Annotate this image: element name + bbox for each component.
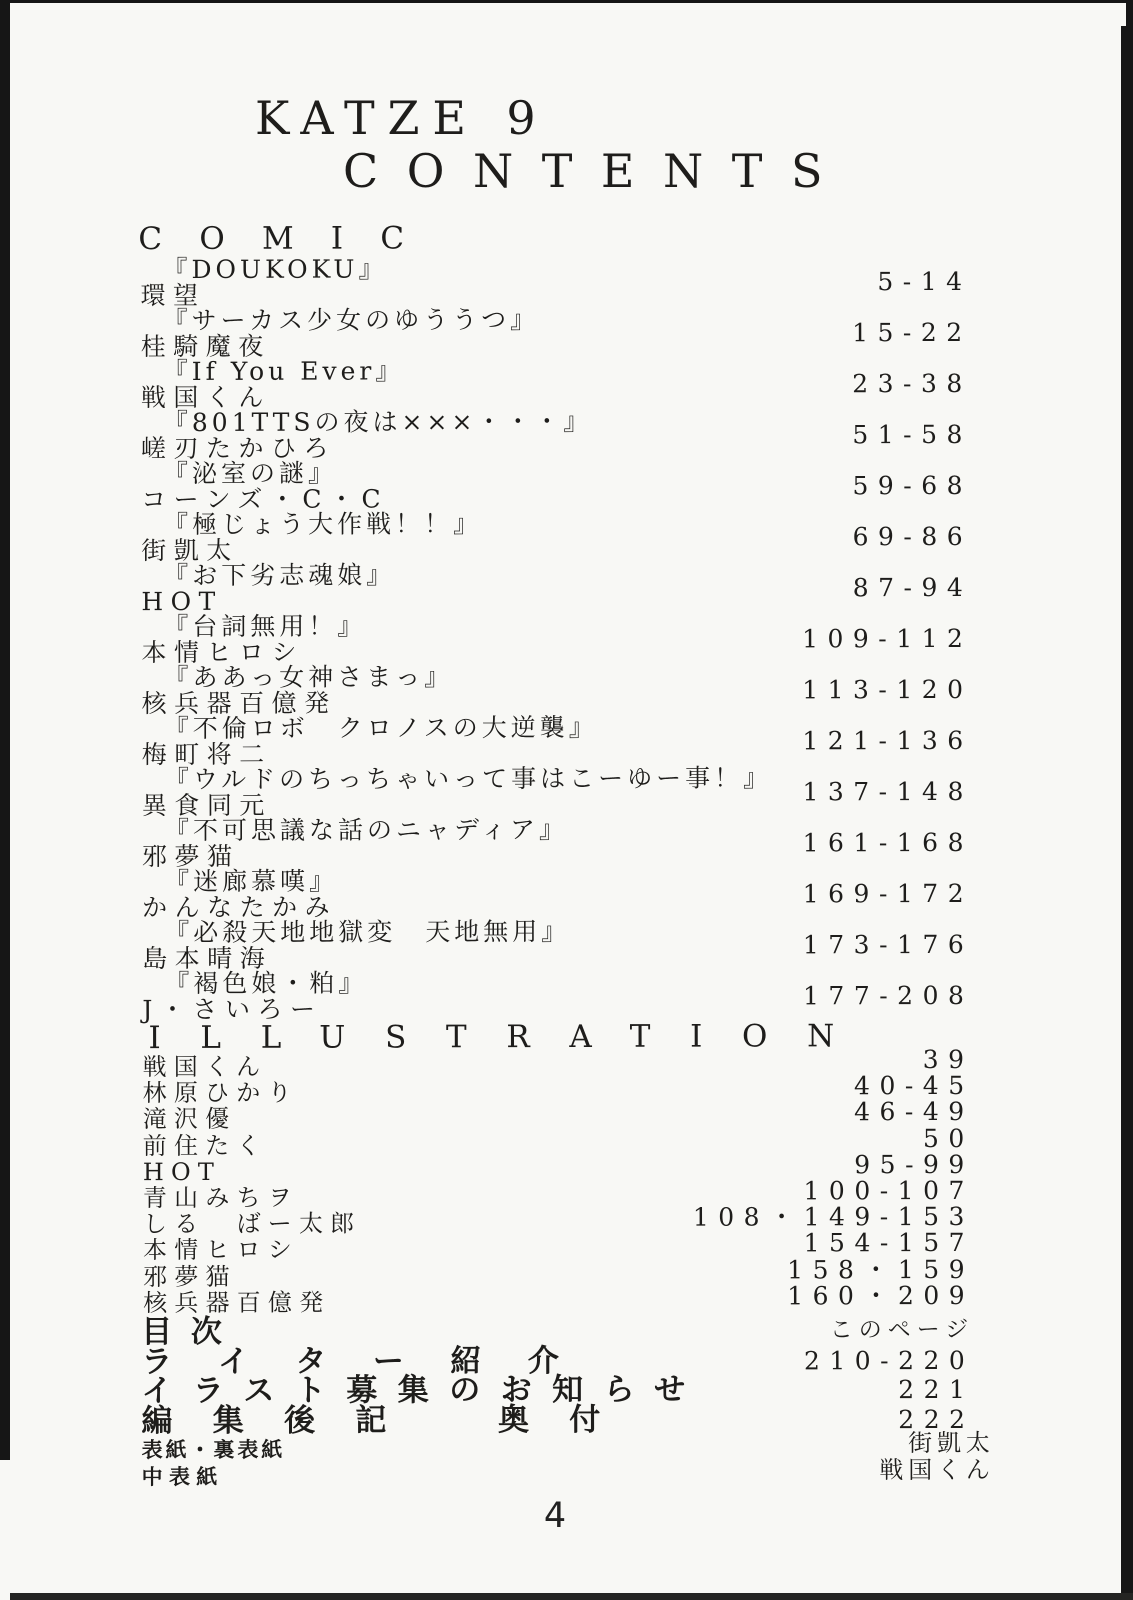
entry-pages: 51-58 [852, 419, 972, 449]
entry-pages: 59-68 [852, 470, 973, 500]
entry-author: 島本晴海 [142, 943, 273, 973]
toc-entry [140, 867, 973, 920]
entry-author: 滝沢優 [142, 1105, 237, 1134]
scan-border-bottom [10, 1593, 1133, 1600]
toc-entry [140, 918, 973, 971]
entry-author: しる ばー太郎 [142, 1209, 362, 1239]
entry-pages: 173-176 [802, 929, 974, 959]
entry-pages: 23-38 [852, 368, 972, 398]
entry-pages: 100-107 [803, 1175, 974, 1206]
toc-entry [140, 969, 973, 1022]
comic-section-heading: COMIC [138, 220, 442, 258]
entry-pages: 95-99 [854, 1149, 974, 1180]
entry-author: 邪夢猫 [143, 1262, 237, 1291]
illustration-row [141, 1280, 975, 1317]
entry-author: 異食同元 [141, 790, 272, 820]
entry-author: 邪夢猫 [141, 841, 240, 871]
toc-entry [139, 357, 972, 410]
entry-title: 『サーカス少女のゆううつ』 [162, 305, 540, 336]
entry-author: 本情ヒロシ [141, 637, 305, 667]
entry-author: HOT [141, 586, 223, 616]
entry-pages: 161-168 [802, 827, 974, 857]
footer-credit: 戦国くん [879, 1455, 995, 1485]
entry-author: 本情ヒロシ [142, 1236, 300, 1265]
entry-author: HOT [142, 1157, 222, 1186]
entry-title: 『801TTSの夜は×××・・・』 [162, 406, 593, 438]
footer-label: 表紙・裏表紙 [141, 1436, 286, 1463]
entry-pages: 87-94 [852, 572, 973, 602]
entry-title: 『DOUKOKU』 [162, 254, 388, 285]
page-number: 4 [543, 1496, 567, 1536]
illustration-row [141, 1123, 974, 1160]
toc-entry [140, 765, 973, 818]
toc-entry [139, 561, 972, 614]
footer-rows [141, 1313, 995, 1490]
entry-author: 嵯刃たかひろ [140, 433, 336, 463]
entry-pages: 15-22 [852, 317, 972, 347]
illustration-section-heading: ILLUSTRATION [148, 1018, 874, 1057]
entry-title: 『褐色娘・粕』 [164, 968, 368, 999]
entry-title: 『ああっ女神さまっ』 [163, 662, 454, 693]
entry-author: 前住たく [142, 1131, 268, 1160]
toc-entry [138, 255, 971, 308]
entry-pages: 121-136 [802, 725, 973, 755]
footer-value: 221 [898, 1374, 975, 1405]
entry-pages: 158・159 [787, 1254, 975, 1285]
entry-pages: 108・149-153 [692, 1202, 974, 1232]
entry-author: 核兵器百億発 [141, 688, 337, 718]
entry-title: 『台詞無用！』 [163, 611, 367, 642]
title-line-contents: CONTENTS [343, 144, 852, 198]
entry-pages: 50 [922, 1123, 974, 1153]
scan-border-left [0, 0, 10, 1460]
footer-value: このページ [829, 1316, 975, 1344]
entry-author: 核兵器百億発 [143, 1288, 331, 1317]
entry-author: コーンズ・C・C [141, 483, 389, 514]
entry-author: 戦国くん [140, 382, 271, 412]
entry-title: 『泌室の謎』 [162, 458, 338, 489]
footer-row [141, 1428, 995, 1463]
footer-label: 編集後記 奥付 [141, 1401, 641, 1439]
page-title [255, 92, 851, 198]
entry-author: 戦国くん [142, 1052, 268, 1082]
entry-title: 『If You Ever』 [162, 356, 405, 387]
toc-entry [139, 612, 972, 665]
entry-pages: 113-120 [802, 674, 973, 704]
entry-pages: 177-208 [802, 980, 974, 1010]
scan-border-top [0, 0, 1133, 3]
toc-entry [140, 714, 973, 767]
entry-title: 『極じょう大作戦！！』 [163, 509, 483, 540]
entry-pages: 39 [922, 1044, 974, 1075]
entry-title: 『迷廊慕嘆』 [164, 866, 339, 897]
footer-value: 222 [898, 1404, 975, 1434]
entry-author: 桂騎魔夜 [140, 331, 271, 361]
entry-pages: 154-157 [803, 1228, 975, 1258]
entry-author: かんなたかみ [142, 892, 338, 922]
footer-label: イラスト募集のお知らせ [141, 1371, 706, 1410]
scan-border-right-corner [1126, 0, 1133, 30]
toc-entry [139, 459, 972, 512]
entry-title: 『不可思議な話のニャディア』 [163, 814, 568, 846]
entry-title: 『必殺天地地獄変 天地無用』 [164, 916, 571, 948]
footer-row [141, 1401, 975, 1439]
scan-border-right [1121, 26, 1133, 1600]
illustration-row [141, 1044, 974, 1082]
footer-label: ライター紹介 [141, 1342, 606, 1380]
footer-label: 目次 [141, 1313, 241, 1351]
entry-pages: 109-112 [802, 623, 973, 653]
footer-label: 中表紙 [141, 1463, 224, 1490]
footer-credit: 街凱太 [908, 1428, 995, 1458]
title-line-katze9: KATZE 9 [255, 91, 549, 145]
entry-pages: 137-148 [802, 776, 973, 806]
entry-author: 環望 [140, 280, 206, 310]
toc-entry [139, 408, 972, 461]
entry-pages: 69-86 [852, 521, 973, 551]
footer-value: 210-220 [803, 1345, 975, 1375]
illustration-row [141, 1071, 974, 1108]
entry-author: 青山みちヲ [142, 1183, 299, 1213]
toc-entry [140, 816, 973, 869]
entry-title: 『ウルドのちっちゃいって事はこーゆー事！』 [163, 763, 773, 795]
entry-pages: 5-14 [877, 266, 972, 296]
illustration-row [141, 1097, 974, 1134]
entry-title: 『不倫ロボ クロノスの大逆襲』 [163, 712, 598, 744]
entry-title: 『お下劣志魂娘』 [163, 560, 396, 591]
toc-entry [139, 510, 972, 563]
entry-author: J・さいろー [142, 994, 323, 1024]
toc-entry [139, 306, 972, 359]
entry-pages: 46-49 [854, 1097, 974, 1127]
entry-pages: 169-172 [802, 878, 974, 908]
entry-author: 梅町将二 [141, 739, 272, 769]
entry-pages: 160・209 [787, 1280, 975, 1311]
entry-pages: 40-45 [853, 1071, 974, 1101]
footer-row [141, 1455, 995, 1490]
entry-author: 林原ひかり [142, 1078, 299, 1108]
entry-author: 街凱太 [141, 535, 239, 565]
table-of-contents [138, 219, 995, 1490]
toc-entry [140, 663, 973, 716]
